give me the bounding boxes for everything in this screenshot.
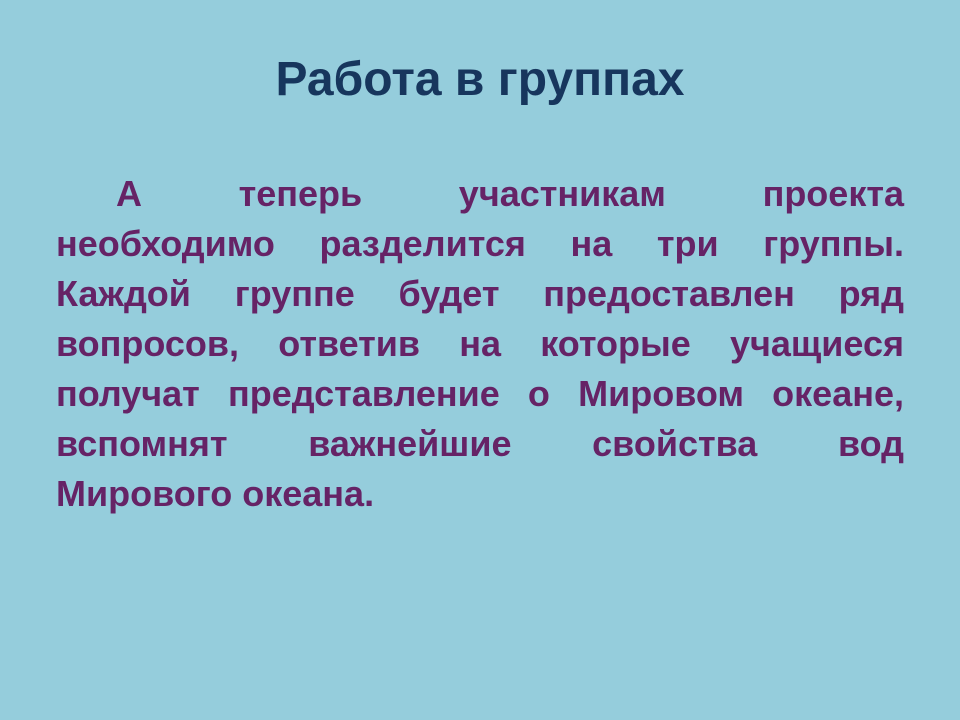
body-line: вопросов, ответив на которые учащиеся [56, 323, 904, 364]
body-line: получат представление о Мировом океане, [56, 373, 904, 414]
body-line: А теперь участникам проекта [116, 173, 904, 214]
body-line: Каждой группе будет предоставлен ряд [56, 273, 904, 314]
slide-title: Работа в группах [275, 53, 685, 106]
body-line: необходимо разделится на три группы. [56, 223, 904, 264]
body-line: Мирового океана. [56, 473, 375, 514]
body-line: вспомнят важнейшие свойства вод [56, 423, 904, 464]
slide-body-text [56, 169, 904, 519]
